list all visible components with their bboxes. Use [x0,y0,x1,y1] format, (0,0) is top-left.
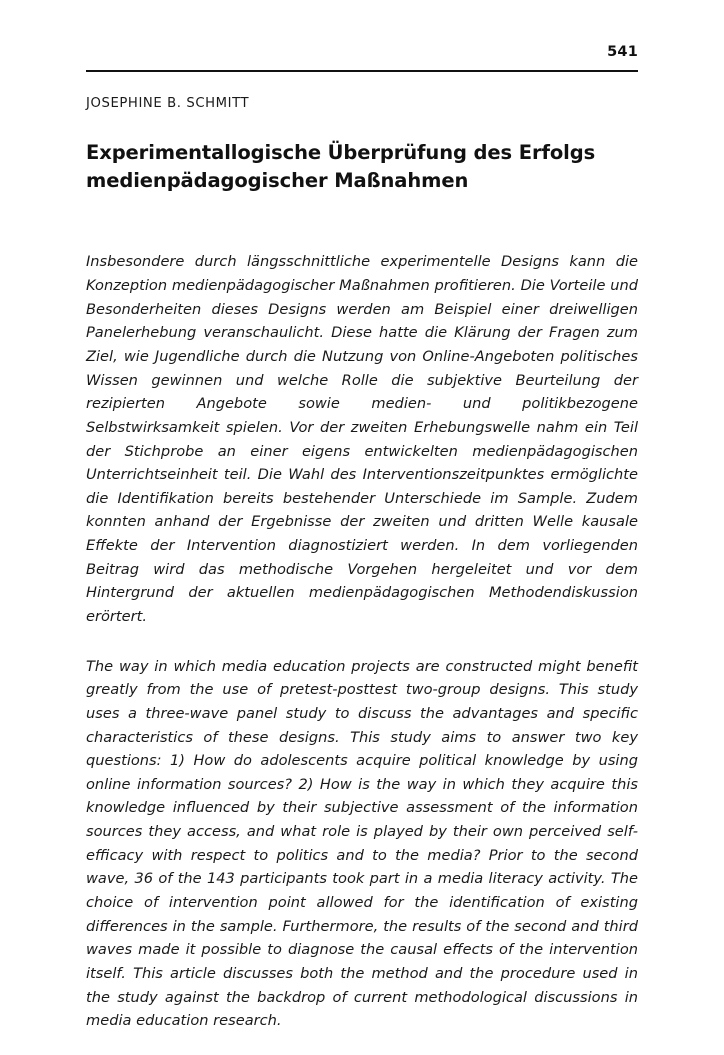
page-title [86,139,638,194]
page-number: 541 [607,44,638,60]
abstract-german: Insbesondere durch längsschnittliche experimentelle Designs kann die Konzeption medienpädagogischer Maßnahmen profitieren. Die Vorteile und Besonderheiten dieses Designs werden am Beispiel einer dreiwelligen Panelerhebung veranschaulicht. Diese hatte die Klärung der Fragen zum Ziel, wie Jugendliche durch die Nutzung von Online-Angeboten politisches Wissen gewinnen und welche Rolle die subjektive Beurteilung der rezipierten Angebote sowie medien- und politikbezogene Selbstwirksamkeit spielen. Vor der zweiten Erhebungswelle nahm ein Teil der Stichprobe an einer eigens entwickelten medienpädagogischen Unterrichtseinheit teil. Die Wahl des Interventionszeitpunktes ermöglichte die Identifikation bereits bestehender Unterschiede im Sample. Zudem konnten anhand der Ergebnisse der zweiten und dritten Welle kausale Effekte der Intervention diagnostiziert werden. In dem vorliegenden Beitrag wird das methodische Vorgehen hergeleitet und vor dem Hintergrund der aktuellen medienpädagogischen Methodendiskussion erörtert. [86,253,638,625]
header-divider [86,70,638,72]
abstract-section [86,250,638,1033]
abstract-english: The way in which media education projects are constructed might benefit greatly from the use of pretest-posttest two-group designs. This study uses a three-wave panel study to discuss the advantages and specific characteristics of these designs. This study aims to answer two key questions: 1) How do adolescents acquire political knowledge by using online information sources? 2) How is the way in which they acquire this knowledge influenced by their subjective assessment of the information sources they access, and what role is played by their own perceived self-efficacy with respect to politics and to the media? Prior to the second wave, 36 of the 143 participants took part in a media literacy activity. The choice of intervention point allowed for the identification of existing differences in the sample. Furthermore, the results of the second and third waves made it possible to diagnose the causal effects of the intervention itself. This article discusses both the method and the procedure used in the study against the backdrop of current methodological discussions in media education research. [86,657,638,1030]
author-name: JOSEPHINE B. SCHMITT [86,96,250,111]
title-line-2: medienpädagogischer Maßnahmen [86,168,469,192]
title-line-1: Experimentallogische Überprüfung des Erfolgs [86,141,596,164]
page-content [86,90,638,1055]
